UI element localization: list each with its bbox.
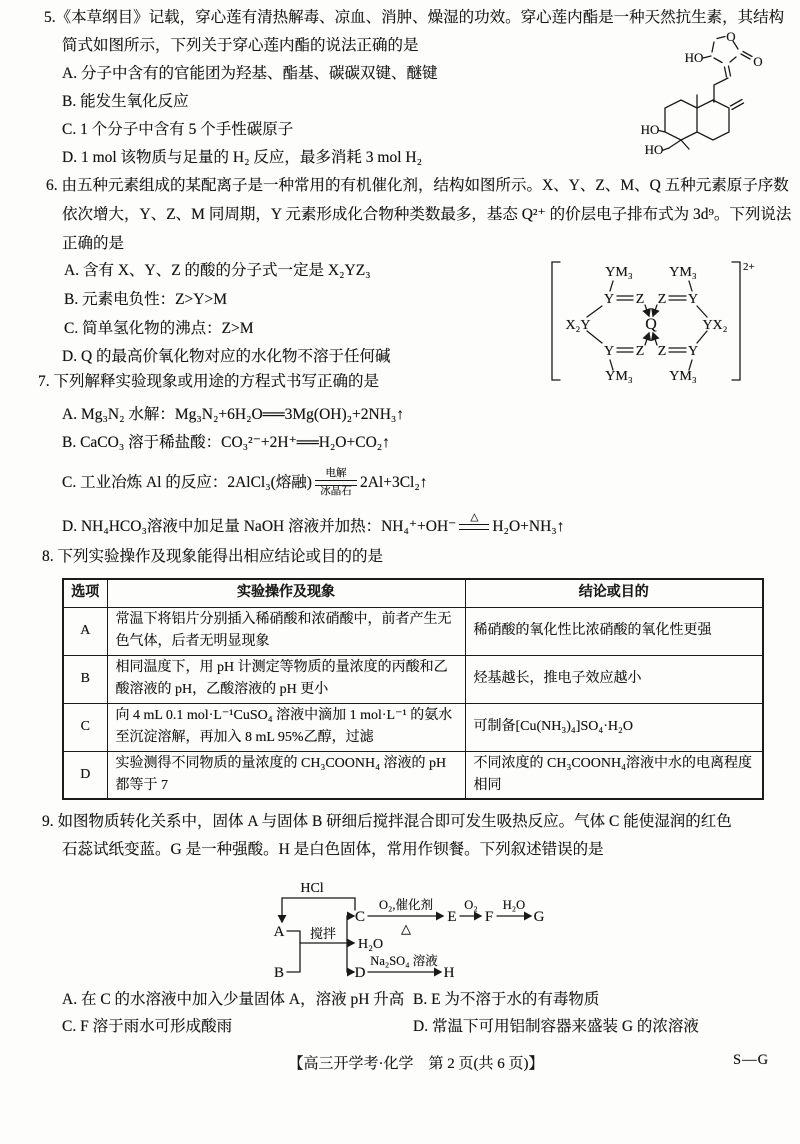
atom-y-label: Y	[603, 344, 615, 359]
substance-h-label: H	[443, 965, 455, 981]
equals-sign	[459, 524, 489, 530]
q6-option-c: C. 简单氢化物的沸点：Z>M	[64, 320, 254, 337]
atom-q-label: Q	[645, 316, 657, 333]
q7-option-d-prefix: D. NH₄HCO₃溶液中加足量 NaOH 溶液并加热：NH₄⁺+OH⁻	[62, 517, 457, 535]
q5-option-d: D. 1 mol 该物质与足量的 H₂ 反应，最多消耗 3 mol H₂	[62, 149, 422, 166]
carbonyl-o-label: O	[753, 54, 763, 69]
q8-stem: 8. 下列实验操作及现象能得出相应结论或目的的是	[42, 548, 384, 565]
paper-code: S—G	[733, 1052, 770, 1068]
atom-y-label: Y	[687, 292, 699, 307]
substance-e-label: E	[447, 909, 457, 925]
atom-yx2-label: YX₂	[702, 318, 728, 333]
page-footer: 【高三开学考·化学 第 2 页(共 6 页)】	[288, 1056, 544, 1072]
q5-stem-line-2: 简式如图所示，下列关于穿心莲内酯的说法正确的是	[62, 37, 419, 54]
atom-x2y-label: X₂Y	[565, 318, 591, 333]
stir-label: 搅拌	[309, 926, 337, 941]
row-conclusion: 可制备[Cu(NH₃)₄]SO₄·H₂O	[465, 703, 763, 751]
substance-d-label: D	[354, 965, 366, 981]
atom-z-label: Z	[657, 292, 667, 307]
atom-ym3-label: YM₃	[669, 369, 697, 384]
q5-structure-diagram	[628, 16, 798, 168]
q6-option-d: D. Q 的最高价氧化物对应的水化物不溶于任何碱	[62, 348, 391, 365]
row-option-label: A	[63, 607, 107, 655]
row-conclusion: 不同浓度的 CH₃COONH₄溶液中水的电离程度相同	[465, 751, 763, 799]
atom-y-label: Y	[687, 344, 699, 359]
q5-stem-line-1: 5.《本草纲目》记载，穿心莲有清热解毒、凉血、消肿、燥湿的功效。穿心莲内酯是一种天然抗生素，其结构	[44, 9, 785, 26]
q8-table-row-b	[63, 655, 763, 703]
row-operation: 相同温度下，用 pH 计测定等物质的量浓度的丙酸和乙酸溶液的 pH，乙酸溶液的 pH 更小	[107, 655, 465, 703]
reaction-condition-stack	[315, 468, 357, 498]
q6-stem-line-2: 依次增大，Y、Z、M 同周期，Y 元素形成化合物种类数最多，基态 Q²⁺ 的价层电子排布式为 3d⁹。下列说法	[62, 206, 792, 223]
atom-z-label: Z	[657, 344, 667, 359]
hydroxyl-label: HO	[640, 122, 660, 137]
q9-option-b: B. E 为不溶于水的有毒物质	[413, 991, 600, 1008]
atom-ym3-label: YM₃	[605, 369, 633, 384]
row-option-label: D	[63, 751, 107, 799]
q9-option-a: A. 在 C 的水溶液中加入少量固体 A，溶液 pH 升高	[62, 991, 405, 1008]
q5-option-a: A. 分子中含有的官能团为羟基、酯基、碳碳双键、醚键	[62, 65, 438, 82]
row-conclusion: 烃基越长，推电子效应越小	[465, 655, 763, 703]
row-option-label: C	[63, 703, 107, 751]
h2o-label: H₂O	[358, 937, 384, 952]
condition-h2o-label: H₂O	[502, 898, 526, 912]
condition-above: △	[470, 512, 479, 523]
q8-table	[62, 578, 764, 800]
q5-option-c: C. 1 个分子中含有 5 个手性碳原子	[62, 121, 294, 138]
hcl-label: HCl	[300, 881, 324, 896]
q7-option-d	[62, 512, 564, 542]
condition-o2-catalyst-label: O₂,催化剂	[378, 898, 434, 912]
q6-option-a: A. 含有 X、Y、Z 的酸的分子式一定是 X₂YZ₃	[64, 262, 371, 279]
q7-option-d-suffix: H₂O+NH₃↑	[492, 517, 565, 535]
row-operation: 常温下将铝片分别插入稀硝酸和浓硝酸中，前者产生无色气体，后者无明显现象	[107, 607, 465, 655]
q7-option-c-suffix: 2Al+3Cl₂↑	[359, 473, 428, 491]
substance-f-label: F	[484, 909, 494, 925]
q7-option-a: A. Mg₃N₂ 水解：Mg₃N₂+6H₂O══3Mg(OH)₂+2NH₃↑	[62, 406, 405, 423]
q8-header-operation: 实验操作及现象	[107, 579, 465, 607]
q6-stem-line-3: 正确的是	[62, 235, 125, 252]
q8-table-row-a	[63, 607, 763, 655]
ring-o-label: O	[726, 29, 736, 44]
condition-na2so4-label: Na₂SO₄ 溶液	[370, 954, 438, 968]
q9-option-c: C. F 溶于雨水可形成酸雨	[62, 1018, 233, 1035]
row-option-label: B	[63, 655, 107, 703]
charge-label: 2+	[743, 261, 755, 273]
row-operation: 向 4 mL 0.1 mol·L⁻¹CuSO₄ 溶液中滴加 1 mol·L⁻¹ 的氨水至沉淀溶解，再加入 8 mL 95%乙醇，过滤	[107, 703, 465, 751]
atom-ym3-label: YM₃	[605, 265, 633, 280]
q8-table-row-c	[63, 703, 763, 751]
q6-complex-diagram	[543, 250, 798, 392]
q7-option-c	[62, 468, 428, 498]
reaction-condition-stack	[459, 512, 489, 542]
q7-option-b: B. CaCO₃ 溶于稀盐酸：CO₃²⁻+2H⁺══H₂O+CO₂↑	[62, 434, 390, 451]
condition-above: 电解	[325, 468, 347, 479]
atom-ym3-label: YM₃	[669, 265, 697, 280]
hydroxyl-label: HO	[644, 142, 664, 157]
substance-g-label: G	[533, 909, 545, 925]
q8-header-conclusion: 结论或目的	[465, 579, 763, 607]
substance-c-label: C	[354, 909, 366, 925]
q7-stem: 7. 下列解释实验现象或用途的方程式书写正确的是	[38, 373, 380, 390]
q9-option-d: D. 常温下可用铝制容器来盛装 G 的浓溶液	[413, 1018, 699, 1035]
substance-b-label: B	[273, 965, 285, 981]
q6-stem-line-1: 6. 由五种元素组成的某配离子是一种常用的有机催化剂，结构如图所示。X、Y、Z、M、Q 五种元素原子序数	[46, 177, 789, 194]
condition-o2-label: O₂	[464, 898, 478, 912]
q6-option-b: B. 元素电负性：Z>Y>M	[64, 291, 228, 308]
q7-option-c-prefix: C. 工业冶炼 Al 的反应：2AlCl₃(熔融)	[62, 473, 312, 491]
condition-below: 冰晶石	[320, 485, 352, 497]
q9-stem-line-1: 9. 如图物质转化关系中，固体 A 与固体 B 研细后搅拌混合即可发生吸热反应。气体 C 能使湿润的红色	[42, 813, 732, 830]
atom-z-label: Z	[635, 344, 645, 359]
condition-heat-label: △	[401, 921, 411, 936]
hydroxyl-label: HO	[684, 50, 704, 65]
q5-option-b: B. 能发生氧化反应	[62, 93, 189, 110]
atom-y-label: Y	[603, 292, 615, 307]
q8-table-row-d	[63, 751, 763, 799]
q8-table-header-row	[63, 579, 763, 607]
q8-header-option: 选项	[63, 579, 107, 607]
substance-a-label: A	[273, 924, 285, 940]
q9-stem-line-2: 石蕊试纸变蓝。G 是一种强酸。H 是白色固体，常用作钡餐。下列叙述错误的是	[62, 841, 604, 858]
row-operation: 实验测得不同物质的量浓度的 CH₃COONH₄ 溶液的 pH 都等于 7	[107, 751, 465, 799]
atom-z-label: Z	[635, 292, 645, 307]
q9-flow-diagram	[256, 872, 556, 990]
row-conclusion: 稀硝酸的氧化性比浓硝酸的氧化性更强	[465, 607, 763, 655]
